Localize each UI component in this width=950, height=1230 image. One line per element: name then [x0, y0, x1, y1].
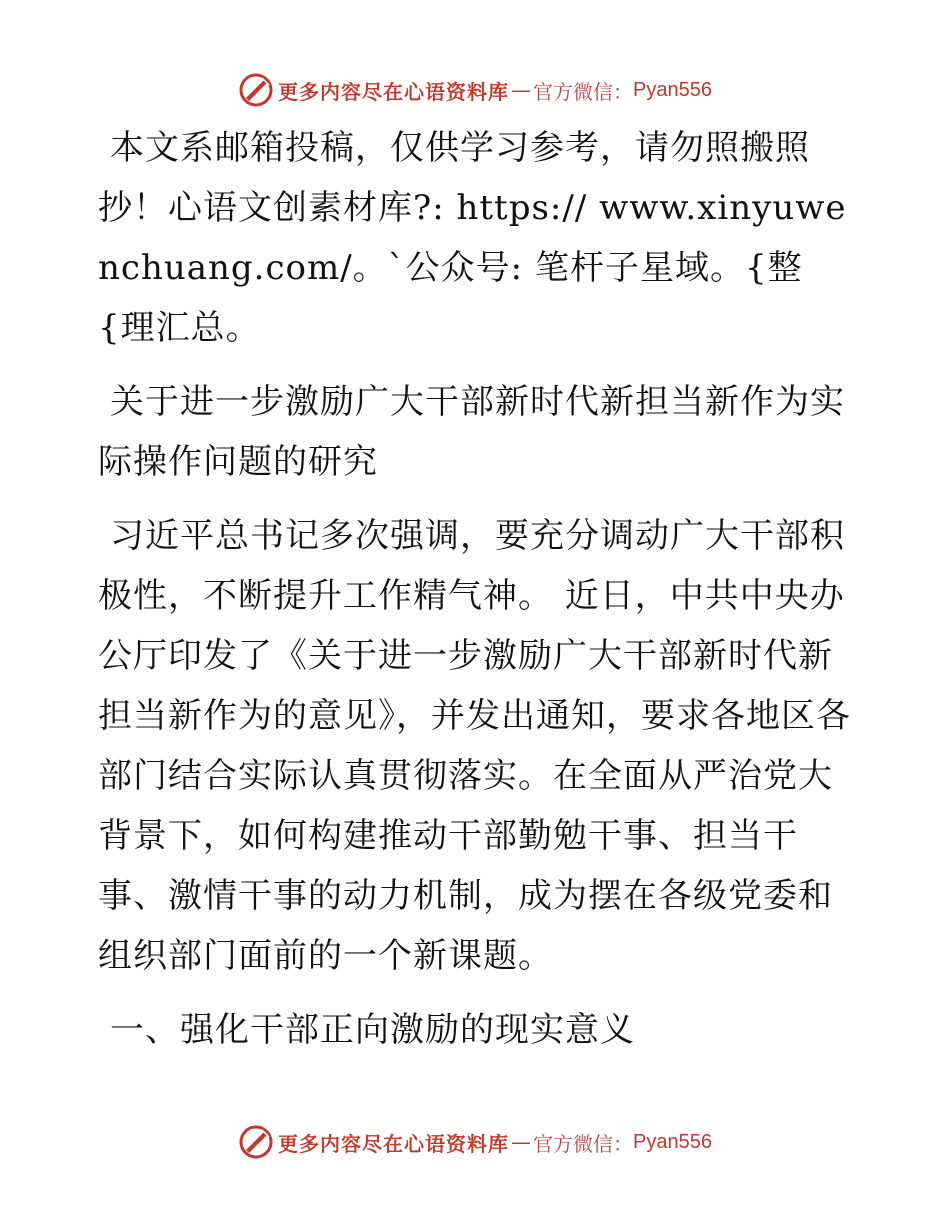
banner-dash: —: [511, 78, 532, 102]
quill-logo-icon: [238, 1124, 274, 1160]
banner-main-text: 更多内容尽在心语资料库: [278, 79, 510, 104]
header-banner: [0, 72, 950, 108]
document-title: 关于进一步激励广大干部新时代新担当新作为实际操作问题的研究: [98, 382, 845, 482]
body-paragraph: 习近平总书记多次强调，要充分调动广大干部积极性，不断提升工作精气神。 近日，中共中央办公厅印发了《关于进一步激励广大干部新时代新担当新作为的意见》，并发出通知，要求各地区各部门结合实际认真贯彻落实。在全面从严治党大背景下，如何构建推动干部勤勉干事、担当干事、激情干事的动力机制，成为摆在各级党委和组织部门面前的一个新课题。: [98, 516, 851, 976]
banner-label: 官方微信：: [533, 79, 634, 104]
document-body: [98, 118, 858, 1060]
notice-paragraph: 本文系邮箱投稿，仅供学习参考，请勿照搬照抄！心语文创素材库?: https:// www.xinyuwenchuang.com/。`公众号: 笔杆子星域。{整{理汇总。: [98, 128, 847, 348]
section-heading-1: 一、强化干部正向激励的现实意义: [110, 1010, 635, 1050]
banner-wechat-id: Pyan556: [633, 78, 712, 101]
banner-label: 官方微信：: [533, 1131, 634, 1156]
banner-dash: —: [511, 1130, 532, 1154]
banner-main-text: 更多内容尽在心语资料库: [278, 1131, 510, 1156]
banner-wechat-id: Pyan556: [633, 1130, 712, 1153]
quill-logo-icon: [238, 72, 274, 108]
footer-banner: [0, 1124, 950, 1160]
